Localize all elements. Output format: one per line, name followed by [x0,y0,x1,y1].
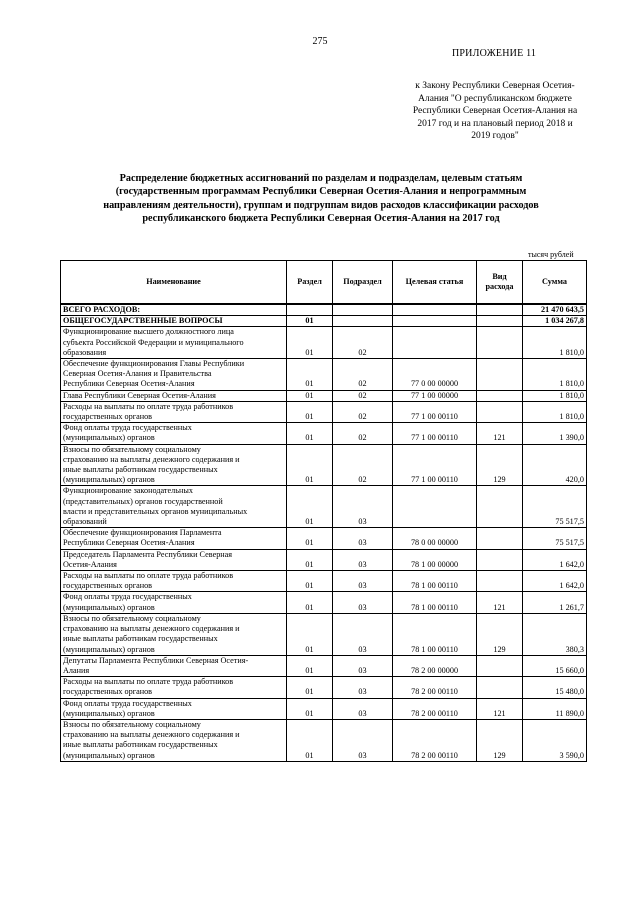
table-row [61,390,587,401]
law-reference-line: Алания "О республиканском бюджете [418,93,572,104]
table-row [61,592,587,613]
table-row [61,304,587,316]
cell-name-line: Расходы на выплаты по оплате труда работников [63,401,234,411]
cell-target [393,486,477,528]
header-section: Раздел [287,261,333,305]
cell-section: 01 [287,359,333,391]
cell-target: 78 1 00 00000 [393,549,477,570]
page-number: 275 [312,36,328,47]
cell-target: 78 2 00 00110 [393,719,477,761]
cell-name-line: страхованию на выплаты денежного содержания и [63,730,240,740]
cell-name-line: страхованию на выплаты денежного содержания и [63,454,240,464]
table-row [61,444,587,486]
cell-target: 78 1 00 00110 [393,613,477,655]
cell-section: 01 [287,528,333,549]
cell-type: 129 [477,444,523,486]
cell-subsection: 03 [333,549,393,570]
cell-target: 77 1 00 00110 [393,423,477,444]
cell-sum: 1 810,0 [523,390,587,401]
table-row [61,528,587,549]
cell-target: 78 2 00 00000 [393,655,477,676]
cell-name-line: государственных органов [63,581,153,591]
table-header-row [61,261,587,305]
cell-name-line: государственных органов [63,687,153,697]
cell-subsection: 03 [333,698,393,719]
cell-subsection: 03 [333,719,393,761]
title-line: (государственным программам Республики Северная Осетия-Алания и непрограммным [115,186,527,198]
cell-subsection: 03 [333,655,393,676]
table-row [61,719,587,761]
cell-type: 121 [477,698,523,719]
cell-name-line: иные выплаты работникам государственных [63,740,218,750]
document-title [58,172,584,226]
cell-name [61,486,287,528]
cell-section: 01 [287,444,333,486]
appendix-label: ПРИЛОЖЕНИЕ 11 [452,48,537,59]
cell-target: 77 1 00 00110 [393,401,477,422]
cell-name-line: государственных органов [63,412,153,422]
cell-name-line: (муниципальных) органов [63,602,155,612]
cell-target: 78 2 00 00110 [393,698,477,719]
cell-name [61,677,287,698]
cell-name-line: Функционирование высшего должностного лица [63,327,234,337]
table-row [61,486,587,528]
cell-name [61,549,287,570]
cell-name [61,316,287,327]
cell-subsection: 02 [333,327,393,359]
cell-type [477,528,523,549]
cell-type [477,359,523,391]
cell-name-line: (муниципальных) органов [63,708,155,718]
cell-sum: 1 810,0 [523,401,587,422]
cell-subsection: 02 [333,390,393,401]
table-row [61,613,587,655]
law-reference-line: 2019 годов" [471,131,519,141]
cell-name-line: (представительных) органов государственной [63,496,223,506]
cell-subsection: 03 [333,613,393,655]
cell-sum: 3 590,0 [523,719,587,761]
cell-target: 78 0 00 00000 [393,528,477,549]
cell-name [61,359,287,391]
cell-name-line: Северная Осетия-Алания и Правительства [63,369,212,379]
cell-target [393,316,477,327]
law-reference [392,80,598,143]
cell-type: 129 [477,613,523,655]
table-row [61,423,587,444]
cell-section: 01 [287,719,333,761]
cell-name-line: Фонд оплаты труда государственных [63,698,192,708]
cell-section: 01 [287,677,333,698]
table-row [61,655,587,676]
cell-name-line: Фонд оплаты труда государственных [63,423,192,433]
cell-target [393,304,477,316]
cell-sum: 1 642,0 [523,571,587,592]
cell-type: 121 [477,592,523,613]
cell-sum: 21 470 643,5 [523,304,587,316]
law-reference-line: Республики Северная Осетия-Алания на [412,106,578,116]
cell-name [61,719,287,761]
cell-name-line: Взносы по обязательному социальному [63,444,201,454]
cell-name-line: Республики Северная Осетия-Алания [63,379,195,389]
cell-sum: 1 390,0 [523,423,587,444]
cell-name-line: страхованию на выплаты денежного содержания и [63,624,240,634]
cell-name-line: ОБЩЕГОСУДАРСТВЕННЫЕ ВОПРОСЫ [63,316,223,326]
cell-name-line: иные выплаты работникам государственных [63,465,218,475]
cell-subsection: 02 [333,401,393,422]
cell-name-line: власти и представительных органов муниципальных [63,506,248,516]
table-row [61,571,587,592]
table-row [61,698,587,719]
cell-target: 78 1 00 00110 [393,592,477,613]
cell-name-line: образований [63,517,107,527]
table-row [61,549,587,570]
cell-name-line: (муниципальных) органов [63,750,155,760]
cell-name [61,613,287,655]
cell-section: 01 [287,486,333,528]
cell-name [61,655,287,676]
units-label: тысяч рублей [528,250,574,259]
cell-name [61,390,287,401]
cell-section: 01 [287,698,333,719]
cell-name [61,327,287,359]
cell-subsection: 03 [333,677,393,698]
cell-sum: 11 890,0 [523,698,587,719]
cell-section: 01 [287,423,333,444]
cell-sum: 1 642,0 [523,549,587,570]
cell-sum: 1 810,0 [523,327,587,359]
cell-target: 77 1 00 00110 [393,444,477,486]
cell-type: 121 [477,423,523,444]
cell-type [477,316,523,327]
cell-name-line: Глава Республики Северная Осетия-Алания [63,390,216,400]
cell-target: 77 0 00 00000 [393,359,477,391]
cell-subsection [333,304,393,316]
cell-subsection: 02 [333,359,393,391]
table-row [61,359,587,391]
cell-type [477,655,523,676]
cell-type [477,486,523,528]
cell-subsection: 02 [333,444,393,486]
cell-sum: 1 261,7 [523,592,587,613]
cell-sum: 75 517,5 [523,486,587,528]
title-line: Распределение бюджетных ассигнований по разделам и подразделам, целевым статьям [119,173,523,184]
law-reference-line: к Закону Республики Северная Осетия- [415,81,575,91]
cell-subsection [333,316,393,327]
cell-sum: 75 517,5 [523,528,587,549]
cell-name [61,444,287,486]
cell-sum: 380,3 [523,613,587,655]
cell-type [477,677,523,698]
header-target: Целевая статья [393,261,477,305]
cell-type [477,390,523,401]
cell-section [287,304,333,316]
header-name: Наименование [61,261,287,305]
cell-subsection: 03 [333,571,393,592]
cell-name-line: Обеспечение функционирования Парламента [63,528,222,538]
cell-subsection: 02 [333,423,393,444]
law-reference-line: 2017 год и на плановый период 2018 и [417,118,573,129]
cell-target: 78 1 00 00110 [393,571,477,592]
cell-subsection: 03 [333,592,393,613]
cell-name [61,304,287,316]
cell-target [393,327,477,359]
cell-name [61,592,287,613]
cell-name-line: Взносы по обязательному социальному [63,719,201,729]
cell-name-line: Функционирование законодательных [63,486,193,496]
cell-name-line: Председатель Парламента Республики Северная [63,549,233,559]
table-body [61,304,587,761]
cell-section: 01 [287,316,333,327]
cell-name [61,423,287,444]
cell-sum: 1 034 267,8 [523,316,587,327]
cell-type: 129 [477,719,523,761]
cell-name [61,528,287,549]
cell-type [477,304,523,316]
cell-name-line: Взносы по обязательному социальному [63,613,201,623]
cell-name [61,401,287,422]
cell-name-line: Осетия-Алания [63,559,117,569]
cell-name [61,698,287,719]
cell-target: 77 1 00 00000 [393,390,477,401]
cell-name-line: Фонд оплаты труда государственных [63,592,192,602]
cell-type [477,571,523,592]
header-subsection: Подраздел [333,261,393,305]
cell-section: 01 [287,390,333,401]
cell-section: 01 [287,549,333,570]
header-type: Вид расхода [477,261,523,305]
cell-sum: 15 480,0 [523,677,587,698]
cell-target: 78 2 00 00110 [393,677,477,698]
title-line: направлениям деятельности), группам и подгруппам видов расходов классификации расходов [103,199,539,211]
cell-section: 01 [287,592,333,613]
table-row [61,327,587,359]
cell-section: 01 [287,655,333,676]
cell-type [477,327,523,359]
cell-subsection: 03 [333,486,393,528]
cell-name-line: Алания [63,665,90,675]
cell-sum: 420,0 [523,444,587,486]
cell-section: 01 [287,571,333,592]
cell-name-line: Депутаты Парламента Республики Северная Осетия- [63,655,249,665]
cell-section: 01 [287,613,333,655]
cell-section: 01 [287,327,333,359]
cell-name-line: (муниципальных) органов [63,644,155,654]
cell-name-line: Республики Северная Осетия-Алания [63,538,195,548]
cell-subsection: 03 [333,528,393,549]
cell-name-line: ВСЕГО РАСХОДОВ: [63,305,141,314]
table-row [61,401,587,422]
header-sum: Сумма [523,261,587,305]
cell-name-line: Расходы на выплаты по оплате труда работников [63,571,234,581]
cell-name-line: (муниципальных) органов [63,433,155,443]
cell-name-line: образования [63,347,107,357]
cell-sum: 1 810,0 [523,359,587,391]
cell-name-line: Обеспечение функционирования Главы Республики [63,359,245,369]
cell-type [477,549,523,570]
cell-type [477,401,523,422]
table-row [61,677,587,698]
cell-sum: 15 660,0 [523,655,587,676]
cell-name [61,571,287,592]
cell-section: 01 [287,401,333,422]
cell-name-line: субъекта Российской Федерации и муниципального [63,337,244,347]
cell-name-line: иные выплаты работникам государственных [63,634,218,644]
table-row [61,316,587,327]
cell-name-line: (муниципальных) органов [63,475,155,485]
cell-name-line: Расходы на выплаты по оплате труда работников [63,677,234,687]
title-line: республиканского бюджета Республики Северная Осетия-Алания на 2017 год [142,213,500,225]
budget-table [60,260,587,762]
